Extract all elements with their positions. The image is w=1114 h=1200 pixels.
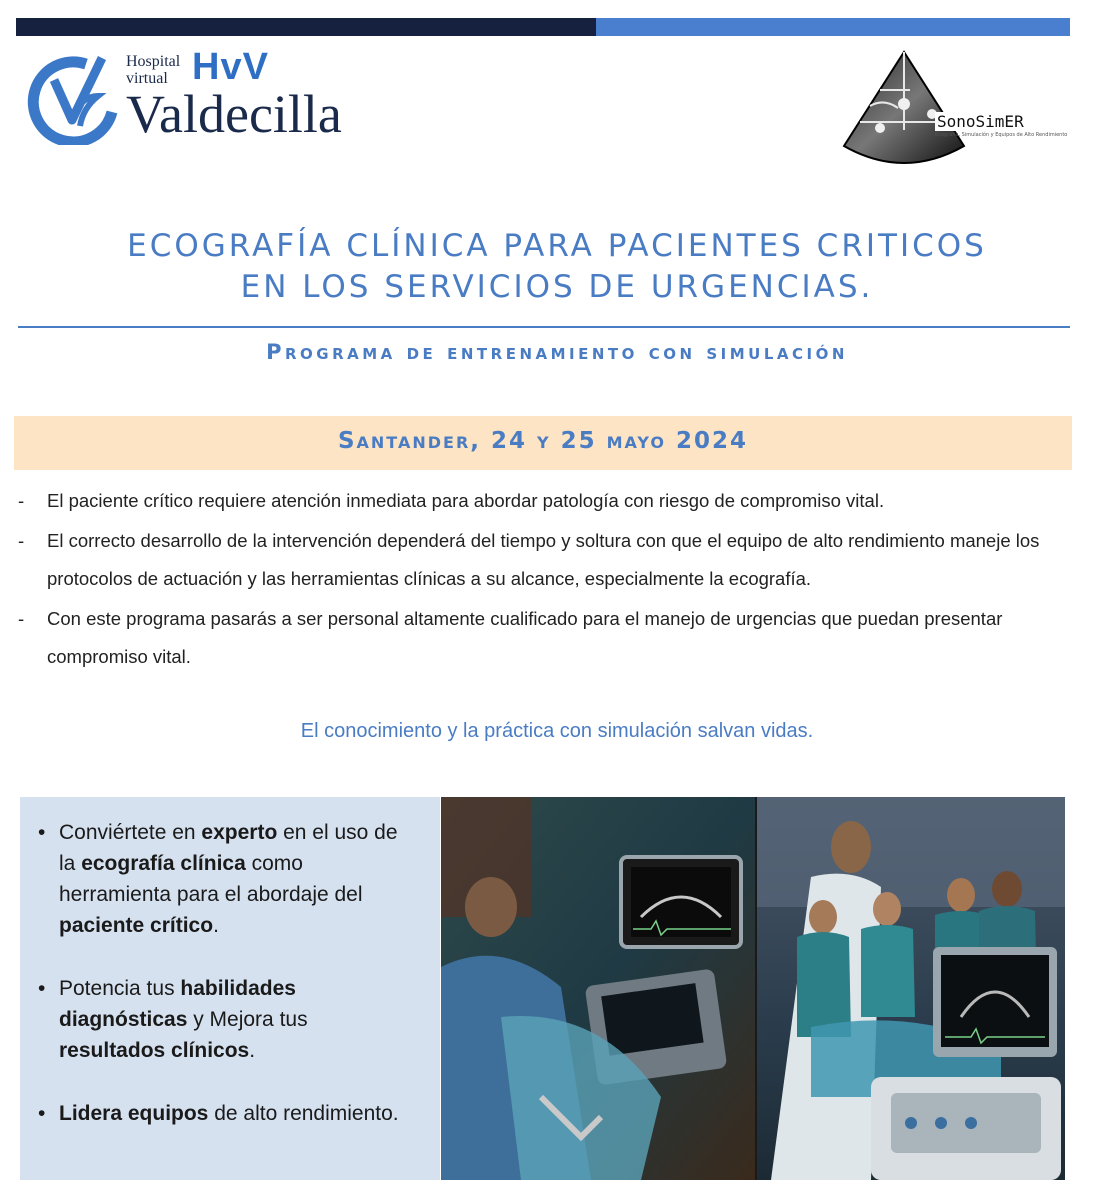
- bullet-dot: •: [38, 1102, 46, 1125]
- simulation-illustrations: [441, 797, 1065, 1180]
- hospital-name: Valdecilla: [126, 84, 342, 144]
- bullet-dash: -: [18, 530, 25, 551]
- benefit-emphasis: paciente crítico: [59, 914, 214, 937]
- ultrasound-scene-image: [441, 797, 1065, 1180]
- date-banner: [14, 416, 1072, 470]
- benefits-list: [38, 817, 418, 1161]
- title-divider: [18, 326, 1070, 328]
- hospital-small-text: Hospital virtual: [126, 53, 181, 87]
- benefit-emphasis: Lidera equipos: [59, 1102, 209, 1125]
- main-title-line1: ECOGRAFÍA CLÍNICA PARA PACIENTES CRITICOS: [127, 228, 987, 264]
- benefit-text: de alto rendimiento.: [208, 1102, 399, 1125]
- benefit-emphasis: experto: [201, 821, 278, 844]
- sonosimer-logo: [840, 50, 1070, 175]
- top-bar-blue-segment: [596, 18, 1070, 36]
- bullet-dot: •: [38, 821, 46, 844]
- benefit-text: y Mejora tus: [187, 1008, 308, 1031]
- benefit-emphasis: habilidades diagnósticas: [59, 977, 296, 1031]
- bullet-text: El correcto desarrollo de la intervención dependerá del tiempo y soltura con que el equipo de alto rendimiento maneje los protocolos de actuación y las herramientas clínicas a su alcance, especialmente la ecografía.: [47, 530, 1040, 589]
- intro-bullet-list: [18, 482, 1068, 678]
- list-item: [18, 600, 1068, 676]
- benefit-text: Potencia tus: [59, 977, 181, 1000]
- benefit-text: Conviértete en: [59, 821, 202, 844]
- sonosimer-label: SonoSimER: [937, 112, 1024, 131]
- bullet-dash: -: [18, 490, 25, 511]
- list-item: [18, 482, 1068, 520]
- tagline: El conocimiento y la práctica con simulación salvan vidas.: [300, 720, 814, 742]
- top-bar-dark-segment: [16, 18, 596, 36]
- benefit-text: como herramienta para el abordaje del: [59, 852, 363, 906]
- sonosimer-tagline: Ecografía, Simulación y Equipos de Alto Rendimiento: [935, 132, 1068, 138]
- bullet-text: Con este programa pasarás a ser personal altamente cualificado para el manejo de urgencias que puedan presentar compromiso vital.: [47, 608, 1003, 667]
- benefits-panel: [20, 797, 440, 1180]
- list-item: [38, 817, 418, 941]
- list-item: [18, 522, 1068, 598]
- benefit-emphasis: ecografía clínica: [81, 852, 246, 875]
- main-title-line2: EN LOS SERVICIOS DE URGENCIAS.: [240, 269, 874, 305]
- program-subtitle: Programa de entrenamiento con simulación: [266, 340, 848, 364]
- bullet-text: El paciente crítico requiere atención inmediata para abordar patología con riesgo de compromiso vital.: [47, 490, 885, 511]
- bullet-dot: •: [38, 977, 46, 1000]
- hospital-mark: HvV: [192, 46, 269, 88]
- benefit-emphasis: resultados clínicos: [59, 1039, 250, 1062]
- benefit-text: en el uso de la: [59, 821, 398, 875]
- main-title: [16, 226, 1098, 308]
- top-color-bar: [16, 18, 1070, 36]
- list-item: [38, 973, 418, 1066]
- date-location: Santander, 24 y 25 mayo 2024: [337, 428, 749, 454]
- hospital-logo: [26, 46, 386, 145]
- bullet-dash: -: [18, 608, 25, 629]
- benefit-text: .: [249, 1039, 256, 1062]
- hvv-emblem-icon: [26, 50, 122, 145]
- list-item: [38, 1098, 418, 1129]
- benefit-text: .: [213, 914, 219, 937]
